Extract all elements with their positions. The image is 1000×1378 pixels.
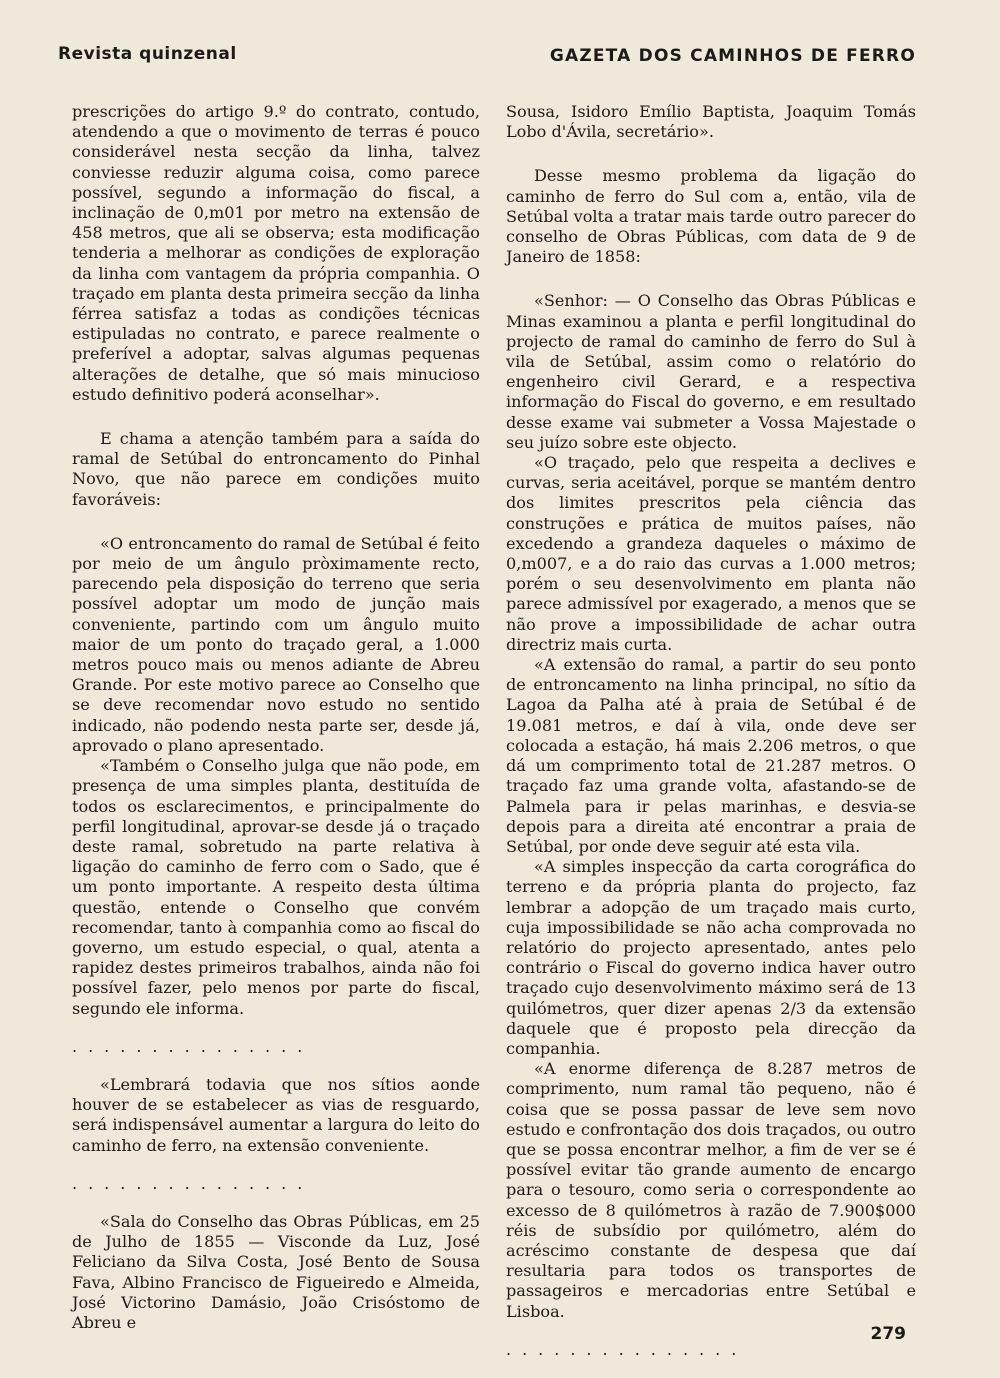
quote-paragraph: «Também o Conselho julga que não pode, em presença de uma simples planta, destituída de todos os esclarecimentos, e principalmente do perfil longitudinal, aprovar-se desde já o traçado deste ramal, sobretudo na parte relativa à ligação do caminho de ferro com o Sado, que é um ponto importante. A respeito desta última questão, entende o Conselho que convém recomendar, tanto à companhia como ao fiscal do governo, um estudo especial, o qual, atenta a rapidez destes primeiros trabalhos, ainda não foi possível fazer, pelo menos por parte do fiscal, segundo ele informa.	[72, 756, 480, 1018]
quote-paragraph: «Lembrará todavia que nos sítios aonde houver de se estabelecer as vias de resguardo, será indispensável aumentar a largura do leito do caminho de ferro, na extensão conveniente.	[72, 1074, 480, 1155]
signature-paragraph: «Sala do Conselho das Obras Públicas, em 25 de Julho de 1855 — Visconde da Luz, José Feliciano da Silva Costa, José Bento de Sousa Fava, Albino Francisco de Figueiredo e Almeida, José Victorino Damásio, João Crisóstomo de Abreu e	[72, 1211, 480, 1332]
ellipsis-divider: ...............	[506, 1339, 748, 1359]
ellipsis-divider: ...............	[72, 1173, 314, 1193]
paragraph: prescrições do artigo 9.º do contrato, contudo, atendendo a que o movimento de terras é pouco considerável nesta secção da linha, talvez conviesse reduzir alguma coisa, como parece possível, segundo a informação do fiscal, a inclinação de 0,m01 por metro na extensão de 458 metros, que ali se observa; esta modificação tenderia a melhorar as condições de exploração da linha com vantagem da própria companhia. O traçado em planta desta primeira secção da linha férrea satisfaz a todas as condições técnicas estipuladas no contrato, e parece realmente o preferível a adoptar, salvas algumas pequenas alterações de detalhe, que só mais minucioso estudo definitivo poderá aconselhar».	[72, 102, 480, 404]
paragraph: E chama a atenção também para a saída do ramal de Setúbal do entroncamento do Pinhal Novo, que não parece em condições muito favoráveis:	[72, 429, 480, 509]
right-column	[506, 102, 916, 1378]
quote-paragraph: «A enorme diferença de 8.287 metros de comprimento, num ramal tão pequeno, não é coisa que se possa passar de leve sem novo estudo e confrontação dos dois traçados, ou outro que se possa encontrar melhor, a fim de ver se é possível evitar tão grande aumento de encargo para o tesouro, como seria o correspondente ao excesso de 8 quilómetros à razão de 7.900$000 réis de subsídio por quilómetro, além do acréscimo constante de despesa que daí resultaria para todos os transportes de passageiros e mercadorias entre Setúbal e Lisboa.	[506, 1059, 916, 1321]
quote-paragraph: «A extensão do ramal, a partir do seu ponto de entroncamento na linha principal, no sítio da Lagoa da Palha até à praia de Setúbal é de 19.081 metros, e daí à vila, onde deve ser colocada a estação, há mais 2.206 metros, o que dá um comprimento total de 21.287 metros. O traçado faz uma grande volta, afastando-se de Palmela para ir pelas marinhas, e desvia-se depois para a direita até encontrar a praia de Setúbal, por onde deve seguir até esta vila.	[506, 655, 916, 856]
quote-paragraph: «O entroncamento do ramal de Setúbal é feito por meio de um ângulo pròximamente recto, parecendo pela disposição do terreno que seria possível adoptar um modo de junção mais conveniente, partindo com um ângulo muito maior de um ponto do traçado geral, a 1.000 metros pouco mais ou menos adiante de Abreu Grande. Por este motivo parece ao Conselho que se deve recomendar novo estudo no sentido indicado, não podendo nesta parte ser, desde já, aprovado o plano apresentado.	[72, 533, 480, 755]
quote-paragraph: «Senhor: — O Conselho das Obras Públicas e Minas examinou a planta e perfil longitudinal do projecto de ramal do caminho de ferro do Sul à vila de Setúbal, assim como o relatório do engenheiro civil Gerard, e a respectiva informação do Fiscal do governo, e em resultado desse exame vai submeter a Vossa Majestade o seu juízo sobre este objecto.	[506, 291, 916, 452]
paragraph: Desse mesmo problema da ligação do caminho de ferro do Sul com a, então, vila de Setúbal volta a tratar mais tarde outro parecer do conselho de Obras Públicas, com data de 9 de Janeiro de 1858:	[506, 166, 916, 267]
quote-paragraph: «A simples inspecção da carta corográfica do terreno e da própria planta do projecto, faz lembrar a adopção de um traçado mais curto, cuja impossibilidade se não acha comprovada no relatório do projecto apresentado, antes pelo contrário o Fiscal do governo indica haver outro traçado cujo desenvolvimento máximo será de 13 quilómetros, quer dizer apenas 2/3 da extensão daquele que é proposto pela direcção da companhia.	[506, 857, 916, 1058]
ellipsis-divider: ...............	[72, 1036, 314, 1056]
quote-paragraph: «O traçado, pelo que respeita a declives e curvas, seria aceitável, porque se mantém dentro dos limites prescritos pela ciência das construções e prática de muitos países, não excedendo a grandeza daqueles o máximo de 0,m007, e a do raio das curvas a 1.000 metros; porém o seu desenvolvimento em planta não parece admissível por exagerado, a menos que se não prove a impossibilidade de achar outra directriz mais curta.	[506, 453, 916, 654]
journal-subtitle: Revista quinzenal	[58, 44, 237, 64]
paragraph: Sousa, Isidoro Emílio Baptista, Joaquim Tomás Lobo d'Ávila, secretário».	[506, 102, 916, 142]
left-column	[72, 102, 480, 1333]
page-number: 279	[870, 1324, 906, 1344]
journal-title: GAZETA DOS CAMINHOS DE FERRO	[549, 46, 916, 66]
